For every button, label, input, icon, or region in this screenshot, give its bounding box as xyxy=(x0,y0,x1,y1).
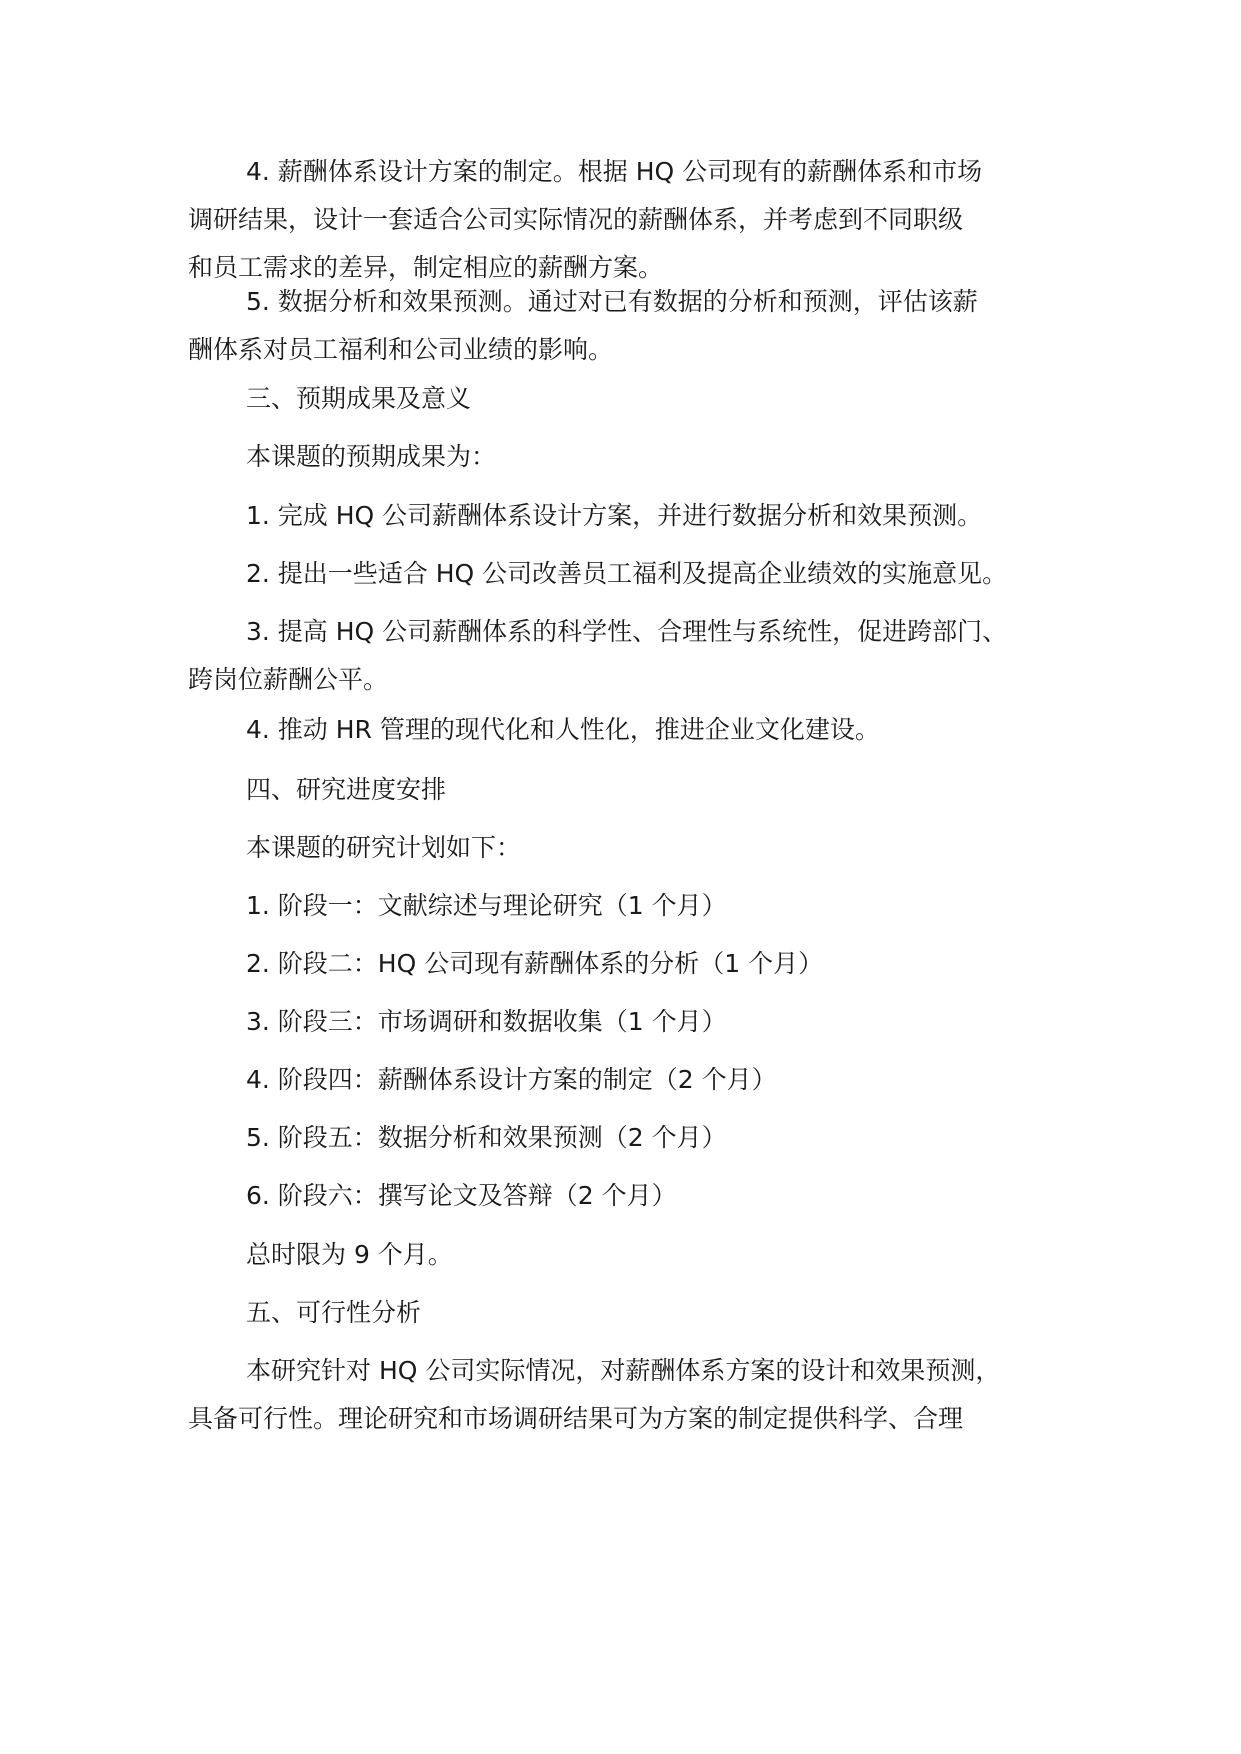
text-line: 酬体系对员工福利和公司业绩的影响。 xyxy=(188,335,614,364)
text-line: 5. 数据分析和效果预测。通过对已有数据的分析和预测，评估该薪 xyxy=(246,287,978,316)
section-heading-schedule xyxy=(188,766,1088,814)
text-line: 和员工需求的差异，制定相应的薪酬方案。 xyxy=(188,253,664,282)
text-line: 6. 阶段六：撰写论文及答辩（2 个月） xyxy=(246,1181,677,1210)
list-item-stage-2 xyxy=(188,940,1088,988)
text-line: 四、研究进度安排 xyxy=(246,775,447,804)
text-line: 1. 完成 HQ 公司薪酬体系设计方案，并进行数据分析和效果预测。 xyxy=(246,501,983,530)
list-item-stage-1 xyxy=(188,882,1088,930)
list-item-result-1 xyxy=(188,492,1088,540)
text-line: 本课题的研究计划如下： xyxy=(246,833,522,862)
list-item-stage-6 xyxy=(188,1172,1088,1220)
paragraph-data-analysis xyxy=(188,278,1088,374)
text-line: 3. 提高 HQ 公司薪酬体系的科学性、合理性与系统性，促进跨部门、 xyxy=(246,617,1008,646)
section-heading-feasibility xyxy=(188,1289,1088,1337)
text-line: 4. 推动 HR 管理的现代化和人性化，推进企业文化建设。 xyxy=(246,715,880,744)
paragraph-total-duration xyxy=(188,1231,1088,1279)
text-line: 4. 阶段四：薪酬体系设计方案的制定（2 个月） xyxy=(246,1065,777,1094)
paragraph-feasibility xyxy=(188,1347,1088,1443)
paragraph-salary-design-plan xyxy=(188,148,1088,292)
list-item-result-4 xyxy=(188,706,1088,754)
list-item-result-2 xyxy=(188,550,1088,598)
list-item-result-3 xyxy=(188,608,1088,704)
paragraph-expected-results-intro xyxy=(188,433,1088,481)
list-item-stage-5 xyxy=(188,1114,1088,1162)
text-line: 本课题的预期成果为： xyxy=(246,442,497,471)
text-line: 4. 薪酬体系设计方案的制定。根据 HQ 公司现有的薪酬体系和市场 xyxy=(246,157,983,186)
section-heading-expected-results xyxy=(188,375,1088,423)
text-line: 2. 提出一些适合 HQ 公司改善员工福利及提高企业绩效的实施意见。 xyxy=(246,559,1008,588)
text-line: 2. 阶段二：HQ 公司现有薪酬体系的分析（1 个月） xyxy=(246,949,824,978)
list-item-stage-4 xyxy=(188,1056,1088,1104)
text-line: 三、预期成果及意义 xyxy=(246,384,472,413)
text-line: 5. 阶段五：数据分析和效果预测（2 个月） xyxy=(246,1123,727,1152)
text-line: 总时限为 9 个月。 xyxy=(246,1240,453,1269)
text-line: 本研究针对 HQ 公司实际情况，对薪酬体系方案的设计和效果预测， xyxy=(246,1356,1001,1385)
text-line: 3. 阶段三：市场调研和数据收集（1 个月） xyxy=(246,1007,727,1036)
text-line: 具备可行性。理论研究和市场调研结果可为方案的制定提供科学、合理 xyxy=(188,1404,964,1433)
text-line: 1. 阶段一：文献综述与理论研究（1 个月） xyxy=(246,891,727,920)
text-line: 五、可行性分析 xyxy=(246,1298,422,1327)
text-line: 调研结果，设计一套适合公司实际情况的薪酬体系，并考虑到不同职级 xyxy=(188,205,964,234)
paragraph-schedule-intro xyxy=(188,824,1088,872)
text-line: 跨岗位薪酬公平。 xyxy=(188,665,389,694)
list-item-stage-3 xyxy=(188,998,1088,1046)
